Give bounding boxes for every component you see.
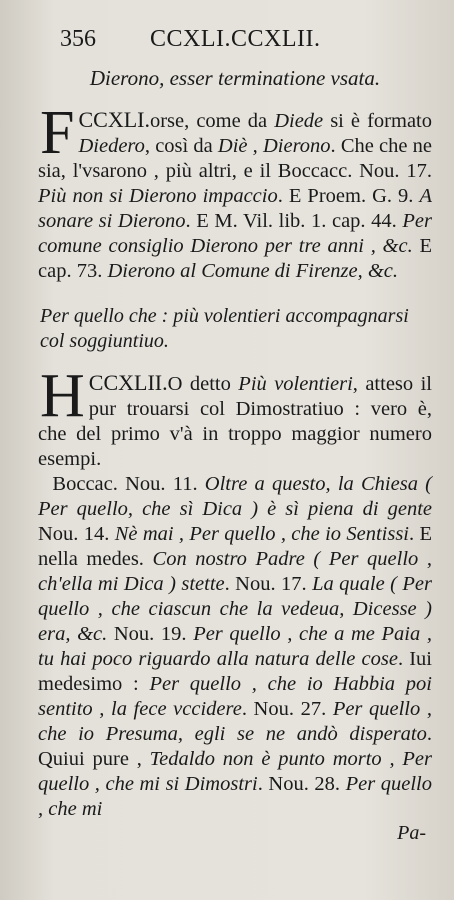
quotation: A sonare si Dierono (38, 185, 432, 232)
body-text: . Quiui pure , (38, 723, 432, 770)
quotation: Oltre a questo, la Chiesa ( Per quello, che sì Dica ) è sì piena di gente (38, 473, 432, 520)
italic-text: Più volentieri (238, 373, 353, 395)
italic-text: Diedero (78, 135, 145, 157)
body-text: Nou. 19. (107, 623, 194, 645)
body-text: E cap. 73. (38, 235, 432, 282)
page-header (38, 24, 432, 56)
body-text: . Iui medesimo : (38, 648, 432, 695)
running-title: CCXLI.CCXLII. (150, 26, 321, 52)
section-number: CCXLI. (78, 107, 150, 132)
section-ccxli (38, 99, 432, 284)
quotation: Per quello , che a me Paia , tu hai poco riguardo alla natura delle cose (38, 623, 432, 670)
body-text: . E nella medes. (38, 523, 432, 570)
body-text: . Nou. 28. (257, 773, 346, 795)
body-text: Boccac. Nou. 11. (52, 473, 205, 495)
section-subtitle: Dierono, esser terminatione vsata. (89, 66, 381, 90)
body-text: O detto (167, 373, 239, 395)
italic-text: Diede (274, 110, 324, 132)
body-text: . Che che ne sia, l'vsarono , più altri, e il Boccacc. Nou. 17. (38, 135, 432, 182)
section-number: CCXLII. (88, 370, 168, 395)
body-text: orse, come da (149, 110, 275, 132)
body-text: . E M. Vil. lib. 1. cap. 44. (185, 210, 403, 232)
body-text: si è formato (323, 110, 432, 132)
section-heading: Per quello che : più volentieri accompagnarsi col soggiuntiuo. (40, 305, 409, 352)
quotation: Per quello , che mi (38, 773, 432, 820)
quotation: Tedaldo non è punto morto , Per quello , che mi si Dimostri (38, 748, 433, 795)
section-ccxlii (38, 362, 433, 822)
body-text: . E Proem. G. 9. (277, 185, 420, 207)
quotation: Per quello , che io Presuma, egli se ne andò disperato (38, 698, 432, 745)
body-text: , così da (144, 135, 218, 157)
quotation: Più non si Dierono impaccio (38, 185, 278, 207)
body-text: . Nou. 17. (224, 573, 313, 595)
quotation: Per comune consiglio Dierono per tre anni , &c. (38, 210, 432, 257)
italic-text: Diè , Dierono (217, 135, 331, 157)
drop-cap: F (40, 99, 75, 167)
quotation: Nè mai , Per quello , che io Sentissi (114, 523, 410, 545)
body-text: Nou. 14. (38, 523, 115, 545)
catchword: Pa- (397, 822, 426, 844)
quotation: Per quello , che io Habbia poi sentito , la fece vccidere (38, 673, 432, 720)
drop-cap: H (40, 362, 85, 430)
page-number: 356 (60, 26, 96, 52)
quotation: Con nostro Padre ( Per quello , ch'ella mi Dica ) stette (38, 548, 432, 595)
body-text: . Nou. 27. (241, 698, 333, 720)
body-text: , atteso il pur trouarsi col Dimostratiuo : vero è, che del primo v'à in troppo maggior numero esempi. (38, 373, 432, 470)
quotation: La quale ( Per quello , che ciascun che la vedeua, Dicesse ) era, &c. (38, 573, 432, 645)
quotation: Dierono al Comune di Firenze, &c. (107, 260, 399, 282)
